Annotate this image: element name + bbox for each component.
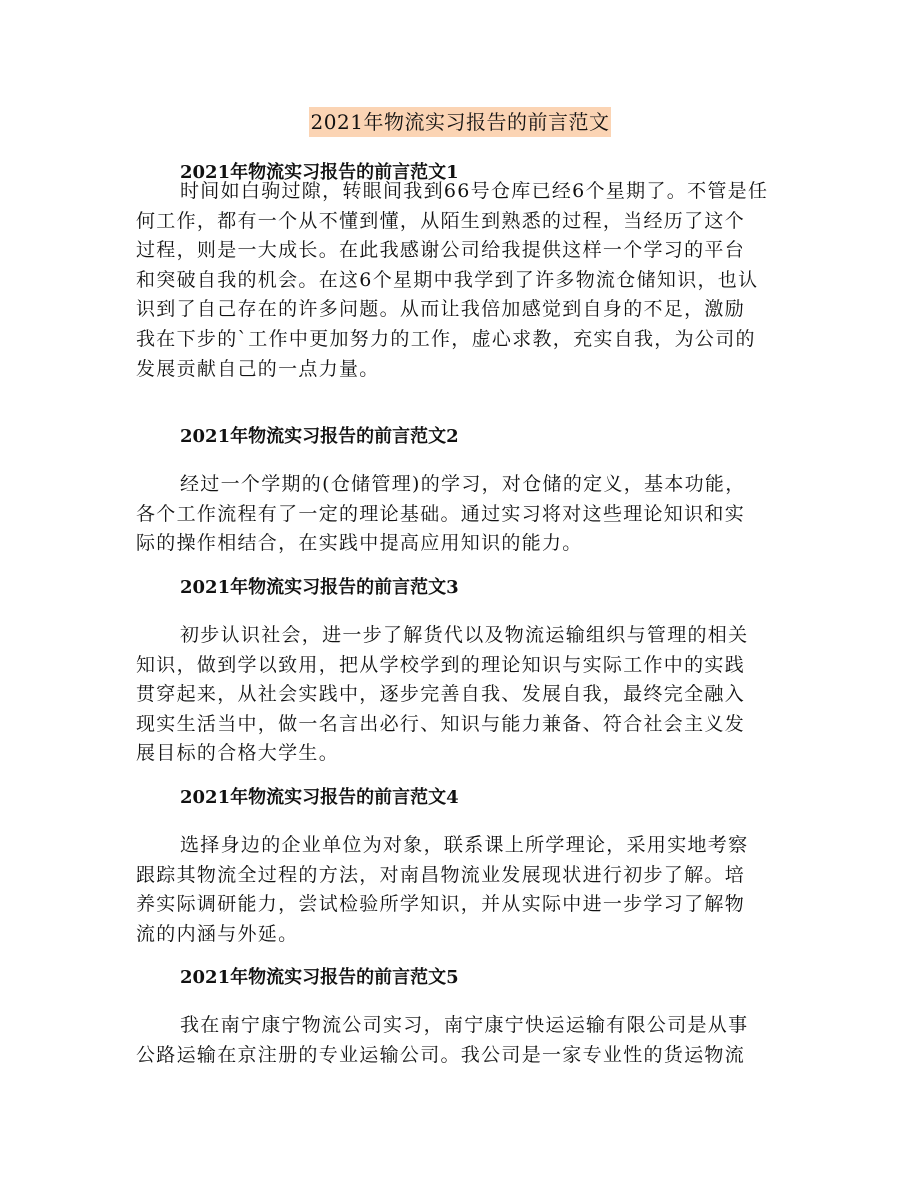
- section-heading-1: 2021年物流实习报告的前言范文1: [180, 162, 459, 183]
- paragraph-line: 选择身边的企业单位为对象，联系课上所学理论，采用实地考察: [180, 834, 749, 856]
- paragraph-line: 养实际调研能力，尝试检验所学知识，并从实际中进一步学习了解物: [136, 893, 746, 916]
- paragraph-line: 知识，做到学以致用，把从学校学到的理论知识与实际工作中的实践: [136, 653, 746, 676]
- section-heading-2: 2021年物流实习报告的前言范文2: [180, 426, 459, 447]
- paragraph-line: 我在南宁康宁物流公司实习，南宁康宁快运运输有限公司是从事: [180, 1014, 749, 1036]
- section-paragraph-4: [136, 831, 776, 949]
- section-heading-4: 2021年物流实习报告的前言范文4: [180, 787, 459, 808]
- title-container: [0, 107, 920, 137]
- section-paragraph-5: [136, 1011, 776, 1070]
- section-heading-3: 2021年物流实习报告的前言范文3: [180, 577, 459, 598]
- document-title: 2021年物流实习报告的前言范文: [309, 107, 612, 137]
- paragraph-line: 各个工作流程有了一定的理论基础。通过实习将对这些理论知识和实: [136, 502, 746, 525]
- paragraph-line: 经过一个学期的(仓储管理)的学习，对仓储的定义，基本功能，: [180, 473, 746, 495]
- paragraph-line: 时间如白驹过隙，转眼间我到66号仓库已经6个星期了。不管是任: [180, 180, 769, 202]
- section-heading-5: 2021年物流实习报告的前言范文5: [180, 967, 459, 988]
- paragraph-line: 识到了自己存在的许多问题。从而让我倍加感觉到自身的不足，激励: [136, 298, 746, 321]
- paragraph-line: 跟踪其物流全过程的方法，对南昌物流业发展现状进行初步了解。培: [136, 863, 746, 886]
- paragraph-line: 初步认识社会，进一步了解货代以及物流运输组织与管理的相关: [180, 624, 749, 646]
- paragraph-line: 际的操作相结合，在实践中提高应用知识的能力。: [136, 532, 583, 555]
- paragraph-line: 何工作，都有一个从不懂到懂，从陌生到熟悉的过程，当经历了这个: [136, 209, 746, 232]
- paragraph-line: 展目标的合格大学生。: [136, 742, 340, 765]
- paragraph-line: 和突破自我的机会。在这6个星期中我学到了许多物流仓储知识，也认: [136, 268, 759, 291]
- paragraph-line: 流的内涵与外延。: [136, 922, 299, 945]
- section-paragraph-2: [136, 470, 776, 559]
- section-paragraph-1: [136, 177, 776, 384]
- paragraph-line: 我在下步的`工作中更加努力的工作，虚心求教，充实自我，为公司的: [136, 327, 756, 350]
- paragraph-line: 公路运输在京注册的专业运输公司。我公司是一家专业性的货运物流: [136, 1043, 746, 1066]
- paragraph-line: 现实生活当中，做一名言出必行、知识与能力兼备、符合社会主义发: [136, 712, 746, 735]
- section-paragraph-3: [136, 621, 776, 769]
- paragraph-line: 过程，则是一大成长。在此我感谢公司给我提供这样一个学习的平台: [136, 239, 746, 262]
- paragraph-line: 发展贡献自己的一点力量。: [136, 357, 380, 380]
- paragraph-line: 贯穿起来，从社会实践中，逐步完善自我、发展自我，最终完全融入: [136, 683, 746, 706]
